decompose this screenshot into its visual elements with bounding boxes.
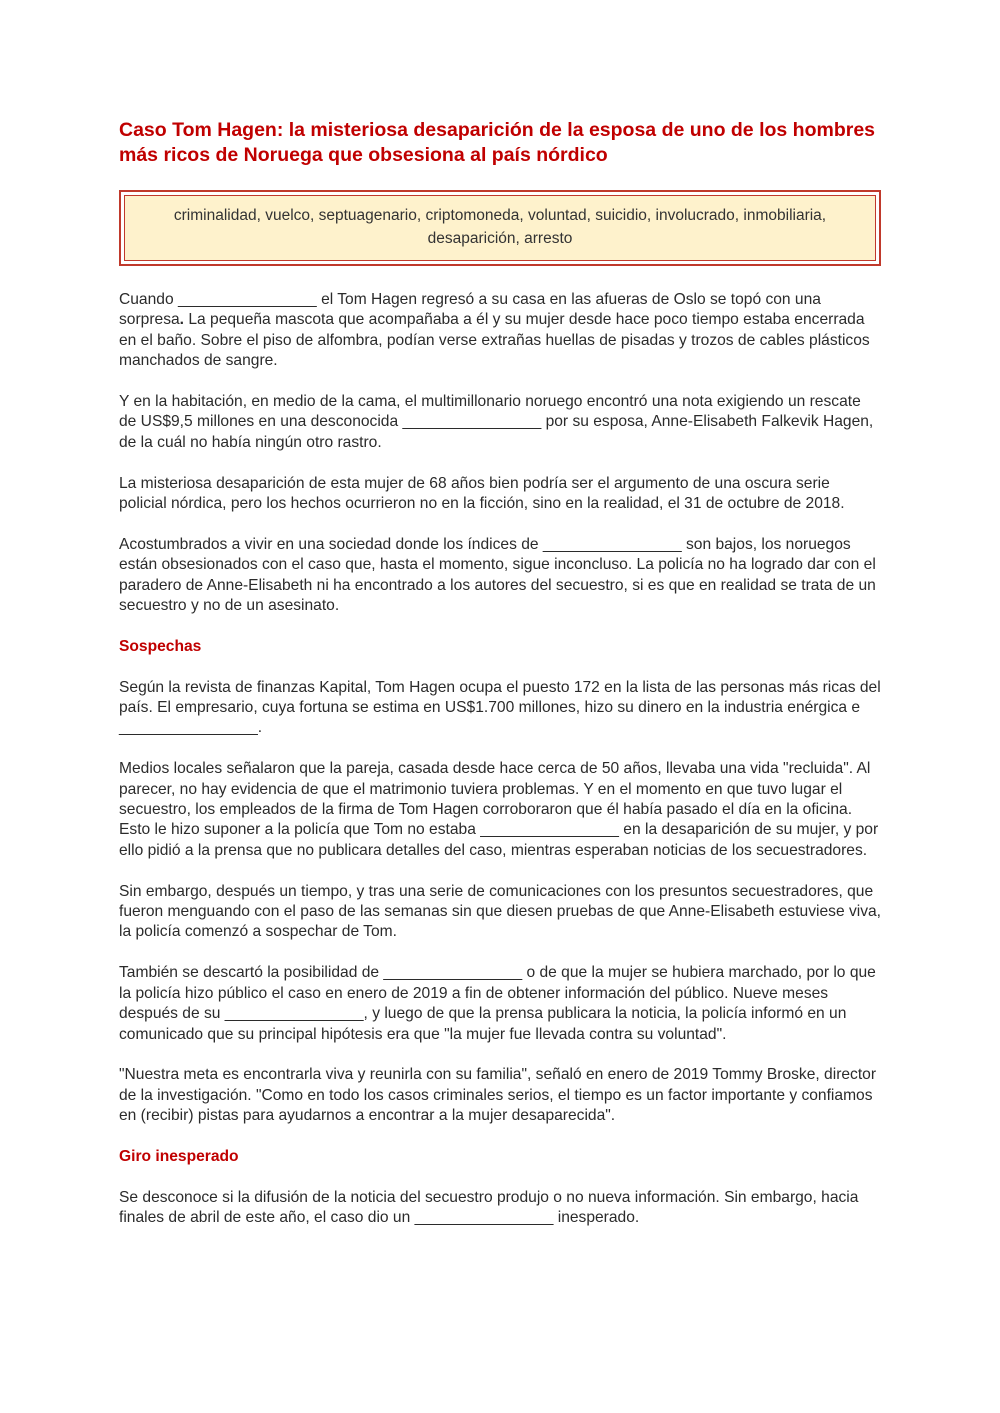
paragraph-2: Y en la habitación, en medio de la cama, el multimillonario noruego encontró una nota exigiendo un rescate de US$9,5 millones en una desconocida ________________ por su esposa, Anne-Elisabeth Falkevik Hagen, de la cuál no había ningún otro rastro. [119, 393, 874, 451]
paragraph-6: Medios locales señalaron que la pareja, casada desde hace cerca de 50 años, llevaba una vida "recluida". Al parecer, no hay evidencia de que el matrimonio tuviera problemas. Y en el momento en que tuvo lugar el secuestro, los empleados de la firma de Tom Hagen corroboraron que él había pasado el día en la oficina. Esto le hizo suponer a la policía que Tom no estaba ________________ en la desaparición de su mujer, y por ello pidió a la prensa que no publicara detalles del caso, mientras esperaban noticias de los secuestradores. [119, 760, 879, 859]
paragraph-9: "Nuestra meta es encontrarla viva y reunirla con su familia", señaló en enero de 2019 Tommy Broske, director de la investigación. "Como en todo los casos criminales serios, el tiempo es un factor importante y confiamos en (recibir) pistas para ayudarnos a encontrar a la mujer desaparecida". [119, 1066, 877, 1125]
paragraph-7: Sin embargo, después un tiempo, y tras una serie de comunicaciones con los presuntos secuestradores, que fueron menguando con el paso de las semanas sin que diesen pruebas de que Anne-Elisabeth estuviese viva, la policía comenzó a sospechar de Tom. [119, 882, 882, 941]
blank-5[interactable]: ________________ [480, 821, 619, 839]
heading-sospechas: Sospechas [119, 637, 202, 655]
worksheet-page [119, 118, 881, 1249]
blank-1[interactable]: ________________ [177, 291, 317, 308]
article-title: Caso Tom Hagen: la misteriosa desaparición de la esposa de uno de los hombres más ricos de Noruega que obsesiona al país nórdico [119, 119, 876, 166]
blank-3[interactable]: ________________ [542, 535, 682, 553]
word-bank-text: criminalidad, vuelco, septuagenario, criptomoneda, voluntad, suicidio, involucrado, inmobiliaria, desaparición, arresto [124, 195, 876, 261]
blank-4[interactable]: ________________ [119, 719, 258, 737]
paragraph-3: La misteriosa desaparición de esta mujer de 68 años bien podría ser el argumento de una oscura serie policial nórdica, pero los hechos ocurrieron no en la ficción, sino en la realidad, el 31 de octubre de 2018. [119, 474, 845, 513]
paragraph-4: Acostumbrados a vivir en una sociedad donde los índices de ________________ son bajos, los noruegos están obsesionados con el caso que, hasta el momento, sigue inconcluso. La policía no ha logrado dar con el paradero de Anne-Elisabeth ni ha encontrado a los autores del secuestro, si es que en realidad se trata de un secuestro y no de un asesinato. [119, 535, 876, 615]
heading-giro-inesperado: Giro inesperado [119, 1147, 239, 1165]
paragraph-8: También se descartó la posibilidad de ________________ o de que la mujer se hubiera marchado, por lo que la policía hizo público el caso en enero de 2019 a fin de obtener información del público. Nueve meses después de su ________________, y luego de que la prensa publicara la noticia, la policía informó en un comunicado que su principal hipótesis era que "la mujer fue llevada contra su voluntad". [119, 964, 876, 1043]
blank-6[interactable]: ________________ [383, 964, 523, 982]
word-bank-box [119, 190, 881, 266]
blank-8[interactable]: ________________ [414, 1209, 554, 1227]
paragraph-1: Cuando ________________ el Tom Hagen regresó a su casa en las afueras de Oslo se topó con una sorpresa. La pequeña mascota que acompañaba a él y su mujer desde hace poco tiempo estaba encerrada en el baño. Sobre el piso de alfombra, podían verse extrañas huellas de pisadas y trozos de cables plásticos manchados de sangre. [119, 291, 870, 370]
paragraph-5: Según la revista de finanzas Kapital, Tom Hagen ocupa el puesto 172 en la lista de las personas más ricas del país. El empresario, cuya fortuna se estima en US$1.700 millones, hizo su dinero en la industria enérgica e ________________. [119, 678, 881, 737]
blank-2[interactable]: ________________ [402, 413, 542, 431]
paragraph-10: Se desconoce si la difusión de la noticia del secuestro produjo o no nueva información. Sin embargo, hacia finales de abril de este año, el caso dio un ________________ inesperado. [119, 1188, 859, 1227]
blank-7[interactable]: ________________ [224, 1005, 364, 1023]
